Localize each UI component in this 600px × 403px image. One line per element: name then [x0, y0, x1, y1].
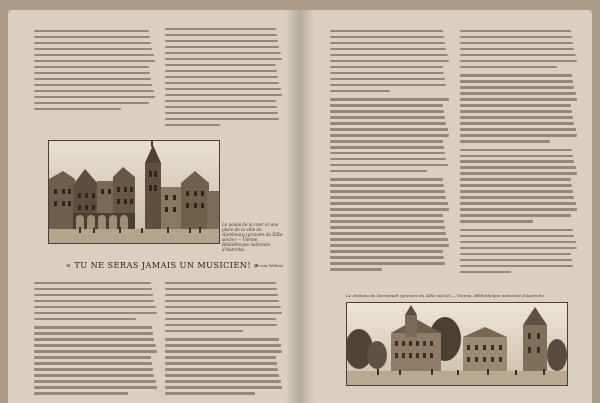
text-line	[165, 82, 279, 84]
text-line	[165, 106, 277, 108]
text-line	[460, 48, 574, 50]
text-line	[34, 380, 156, 382]
text-line	[34, 294, 153, 296]
text-line	[330, 42, 445, 44]
text-line	[330, 220, 444, 222]
text-line	[165, 374, 279, 376]
left-page	[8, 10, 300, 403]
text-line	[165, 124, 220, 126]
text-line	[165, 386, 282, 388]
text-line	[165, 28, 276, 30]
text-line	[34, 318, 136, 320]
text-line	[330, 146, 444, 148]
text-line	[34, 392, 128, 394]
text-line	[165, 112, 278, 114]
book-spread	[8, 10, 592, 403]
text-line	[165, 34, 277, 36]
text-line	[165, 40, 278, 42]
text-line	[34, 386, 157, 388]
text-line	[165, 282, 276, 284]
text-line	[330, 36, 444, 38]
text-line	[34, 300, 154, 302]
text-line	[165, 46, 279, 48]
text-line	[330, 232, 446, 234]
text-line	[34, 326, 152, 328]
text-line	[34, 350, 157, 352]
text-line	[460, 122, 574, 124]
text-line	[330, 190, 445, 192]
text-line	[460, 160, 574, 162]
text-line	[34, 72, 150, 74]
text-line	[330, 214, 443, 216]
text-line	[330, 140, 443, 142]
text-line	[165, 294, 278, 296]
text-line	[34, 60, 155, 62]
text-line	[165, 88, 281, 90]
text-line	[34, 368, 153, 370]
text-line	[330, 262, 445, 264]
text-line	[34, 84, 152, 86]
text-column-right-right	[460, 30, 578, 279]
text-line	[460, 184, 572, 186]
text-line	[34, 312, 157, 314]
text-line	[330, 208, 449, 210]
text-line	[165, 338, 279, 340]
text-column-bottom-right	[165, 282, 283, 401]
text-line	[330, 116, 445, 118]
text-line	[460, 116, 573, 118]
text-column-top-left	[34, 30, 156, 116]
text-line	[460, 30, 571, 32]
engraving-title: Le château de Darmstadt (gravure du XIXe siècle) — Vienne, Bibliothèque nationale d'Autriche.	[346, 293, 546, 298]
text-line	[34, 338, 154, 340]
text-line	[330, 244, 449, 246]
text-line	[460, 86, 574, 88]
text-line	[34, 356, 151, 358]
text-line	[34, 306, 156, 308]
text-line	[165, 100, 276, 102]
text-line	[330, 110, 444, 112]
text-line	[460, 80, 573, 82]
text-line	[34, 108, 121, 110]
text-line	[34, 66, 149, 68]
text-line	[460, 229, 573, 231]
text-line	[330, 250, 443, 252]
text-line	[330, 164, 448, 166]
text-line	[460, 166, 576, 168]
engraving-image	[49, 141, 219, 243]
text-line	[460, 54, 576, 56]
text-line	[330, 268, 382, 270]
text-column-top-right	[165, 28, 283, 132]
text-line	[165, 306, 281, 308]
text-line	[330, 48, 446, 50]
text-line	[165, 362, 277, 364]
text-line	[330, 78, 445, 80]
text-line	[165, 288, 277, 290]
text-line	[460, 128, 576, 130]
chapter-heading: « TU NE SERAS JAMAIS UN MUSICIEN! »	[66, 260, 260, 270]
text-line	[460, 155, 573, 157]
text-line	[34, 30, 149, 32]
text-line	[34, 78, 151, 80]
text-line	[165, 318, 276, 320]
text-line	[460, 92, 576, 94]
text-line	[460, 202, 576, 204]
text-line	[460, 253, 571, 255]
text-line	[330, 98, 449, 100]
text-line	[34, 42, 151, 44]
text-line	[165, 344, 281, 346]
text-line	[330, 90, 390, 92]
text-line	[330, 60, 449, 62]
text-line	[460, 235, 574, 237]
text-line	[330, 104, 443, 106]
text-line	[460, 140, 550, 142]
engraving-hamburg	[48, 140, 220, 244]
text-line	[330, 226, 445, 228]
text-line	[330, 152, 445, 154]
text-line	[34, 90, 154, 92]
text-line	[330, 84, 446, 86]
text-line	[460, 241, 576, 243]
text-line	[460, 271, 511, 273]
text-line	[34, 374, 154, 376]
text-line	[34, 344, 156, 346]
text-line	[34, 96, 155, 98]
text-line	[330, 238, 448, 240]
text-line	[330, 178, 443, 180]
text-line	[460, 247, 577, 249]
text-line	[165, 350, 282, 352]
text-line	[460, 214, 571, 216]
text-line	[460, 104, 571, 106]
text-line	[460, 42, 573, 44]
text-line	[330, 122, 446, 124]
text-line	[165, 392, 255, 394]
text-line	[165, 52, 281, 54]
text-line	[330, 72, 444, 74]
heading-attribution: (F. von Weber)	[254, 263, 284, 268]
text-line	[165, 58, 282, 60]
text-line	[330, 66, 443, 68]
text-line	[460, 172, 577, 174]
text-line	[330, 256, 444, 258]
text-line	[330, 54, 448, 56]
text-line	[34, 362, 152, 364]
text-line	[460, 259, 572, 261]
text-line	[165, 94, 282, 96]
text-line	[330, 170, 427, 172]
text-line	[165, 312, 282, 314]
text-line	[460, 265, 573, 267]
text-line	[165, 324, 277, 326]
engraving-caption: Le palais de la cour et une place de la ville de Hambourg (gravure du XIXe siècle) — Vienne, Bibliothèque nationale d'Autriche.	[222, 222, 283, 252]
engraving-castle-image	[347, 303, 567, 385]
text-line	[330, 128, 448, 130]
text-line	[34, 36, 150, 38]
text-line	[34, 102, 149, 104]
text-line	[165, 118, 279, 120]
text-line	[460, 60, 577, 62]
text-line	[34, 282, 151, 284]
text-line	[34, 332, 153, 334]
text-line	[330, 134, 449, 136]
text-line	[330, 158, 446, 160]
text-line	[165, 300, 279, 302]
text-line	[460, 220, 533, 222]
text-line	[460, 110, 572, 112]
text-line	[460, 74, 572, 76]
text-line	[460, 178, 571, 180]
text-line	[460, 208, 577, 210]
text-line	[165, 64, 276, 66]
text-line	[165, 330, 243, 332]
text-line	[460, 98, 577, 100]
text-line	[165, 70, 277, 72]
text-line	[460, 149, 572, 151]
text-line	[34, 48, 152, 50]
text-line	[165, 356, 276, 358]
text-line	[165, 368, 278, 370]
right-page	[300, 10, 592, 403]
text-column-right-left	[330, 30, 450, 277]
text-line	[460, 190, 573, 192]
text-line	[330, 202, 448, 204]
text-line	[34, 54, 154, 56]
text-line	[460, 134, 577, 136]
text-column-bottom-left	[34, 282, 158, 401]
text-line	[460, 196, 574, 198]
text-line	[460, 66, 557, 68]
engraving-darmstadt	[346, 302, 568, 386]
text-line	[460, 36, 572, 38]
text-line	[330, 30, 443, 32]
text-line	[34, 288, 152, 290]
text-line	[330, 196, 446, 198]
text-line	[165, 380, 281, 382]
text-line	[330, 184, 444, 186]
text-line	[165, 76, 278, 78]
